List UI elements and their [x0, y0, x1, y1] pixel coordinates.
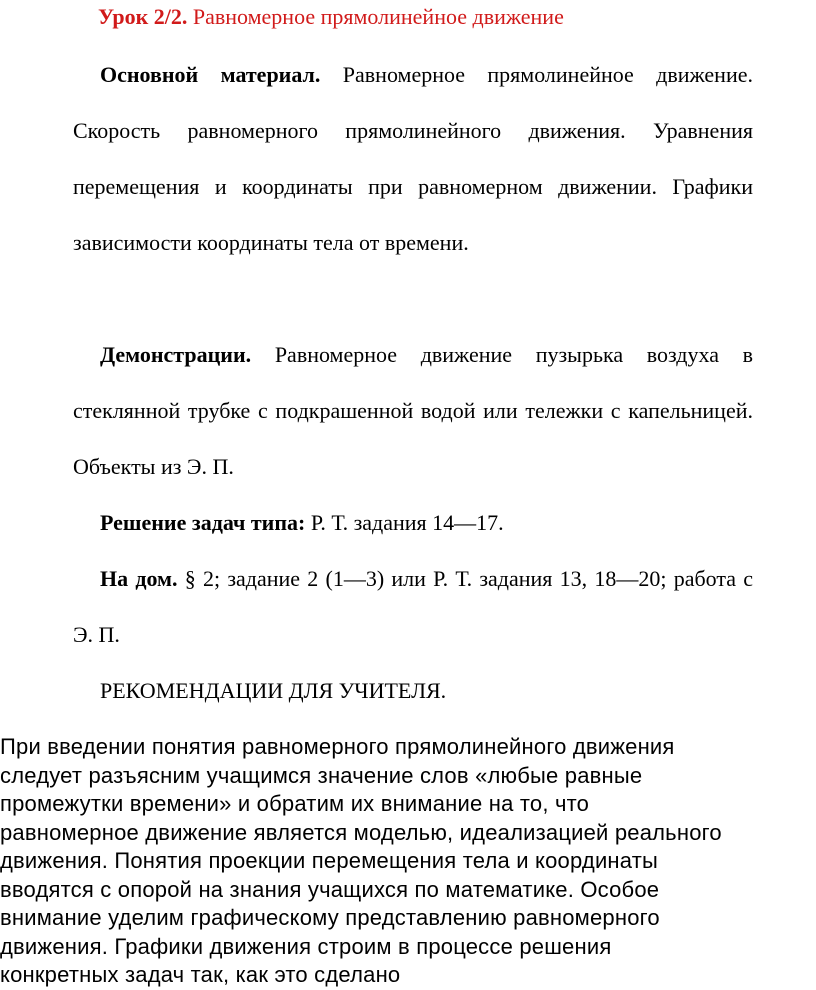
- recommendation-line: движения. Понятия проекции перемещения тела и координаты: [0, 848, 659, 873]
- problems-text: Р. Т. задания 14—17.: [310, 510, 504, 535]
- lesson-topic: Равномерное прямолинейное движение: [192, 4, 564, 29]
- recommendation-line: При введении понятия равномерного прямолинейного движения: [0, 734, 675, 759]
- lesson-title: [98, 2, 564, 32]
- recommendation-line: внимание уделим графическому представлению равномерного: [0, 905, 660, 930]
- problems-paragraph: [73, 495, 753, 551]
- problems-label: Решение задач типа:: [100, 510, 306, 535]
- lesson-number: Урок 2/2.: [98, 4, 188, 29]
- recommendation-line: равномерное движение является моделью, идеализацией реального: [0, 819, 722, 845]
- recommendation-line: вводятся с опорой на знания учащихся по математике. Особое: [0, 876, 660, 902]
- main-material-paragraph: [73, 47, 753, 271]
- demonstrations-text: Равномерное движение пузырька воздуха в стеклянной трубке с подкрашенной водой или тележки с капельницей. Объекты из Э. П.: [73, 342, 753, 479]
- homework-paragraph: [73, 551, 753, 663]
- demonstrations-label: Демонстрации.: [100, 342, 252, 367]
- recommendations-heading: РЕКОМЕНДАЦИИ ДЛЯ УЧИТЕЛЯ.: [100, 678, 447, 703]
- homework-label: На дом.: [100, 566, 178, 591]
- demonstrations-paragraph: [73, 327, 753, 495]
- recommendation-line: конкретных задач так, как это сделано: [0, 962, 401, 987]
- recommendation-line: следует разъясним учащимся значение слов «любые равные: [0, 762, 643, 788]
- main-material-text: Равномерное прямолинейное движение. Скорость равномерного прямолинейного движения. Уравнения перемещения и координаты при равномерном движении. Графики зависимости координаты тела от времени.: [73, 62, 753, 255]
- homework-text: § 2; задание 2 (1—3) или Р. Т. задания 13, 18—20; работа с Э. П.: [73, 566, 754, 647]
- main-material-label: Основной материал.: [100, 62, 321, 87]
- recommendation-line: движения. Графики движения строим в процессе решения: [0, 933, 612, 959]
- recommendation-line: промежутки времени» и обратим их внимание на то, что: [0, 791, 590, 816]
- recommendations-text: [0, 733, 800, 990]
